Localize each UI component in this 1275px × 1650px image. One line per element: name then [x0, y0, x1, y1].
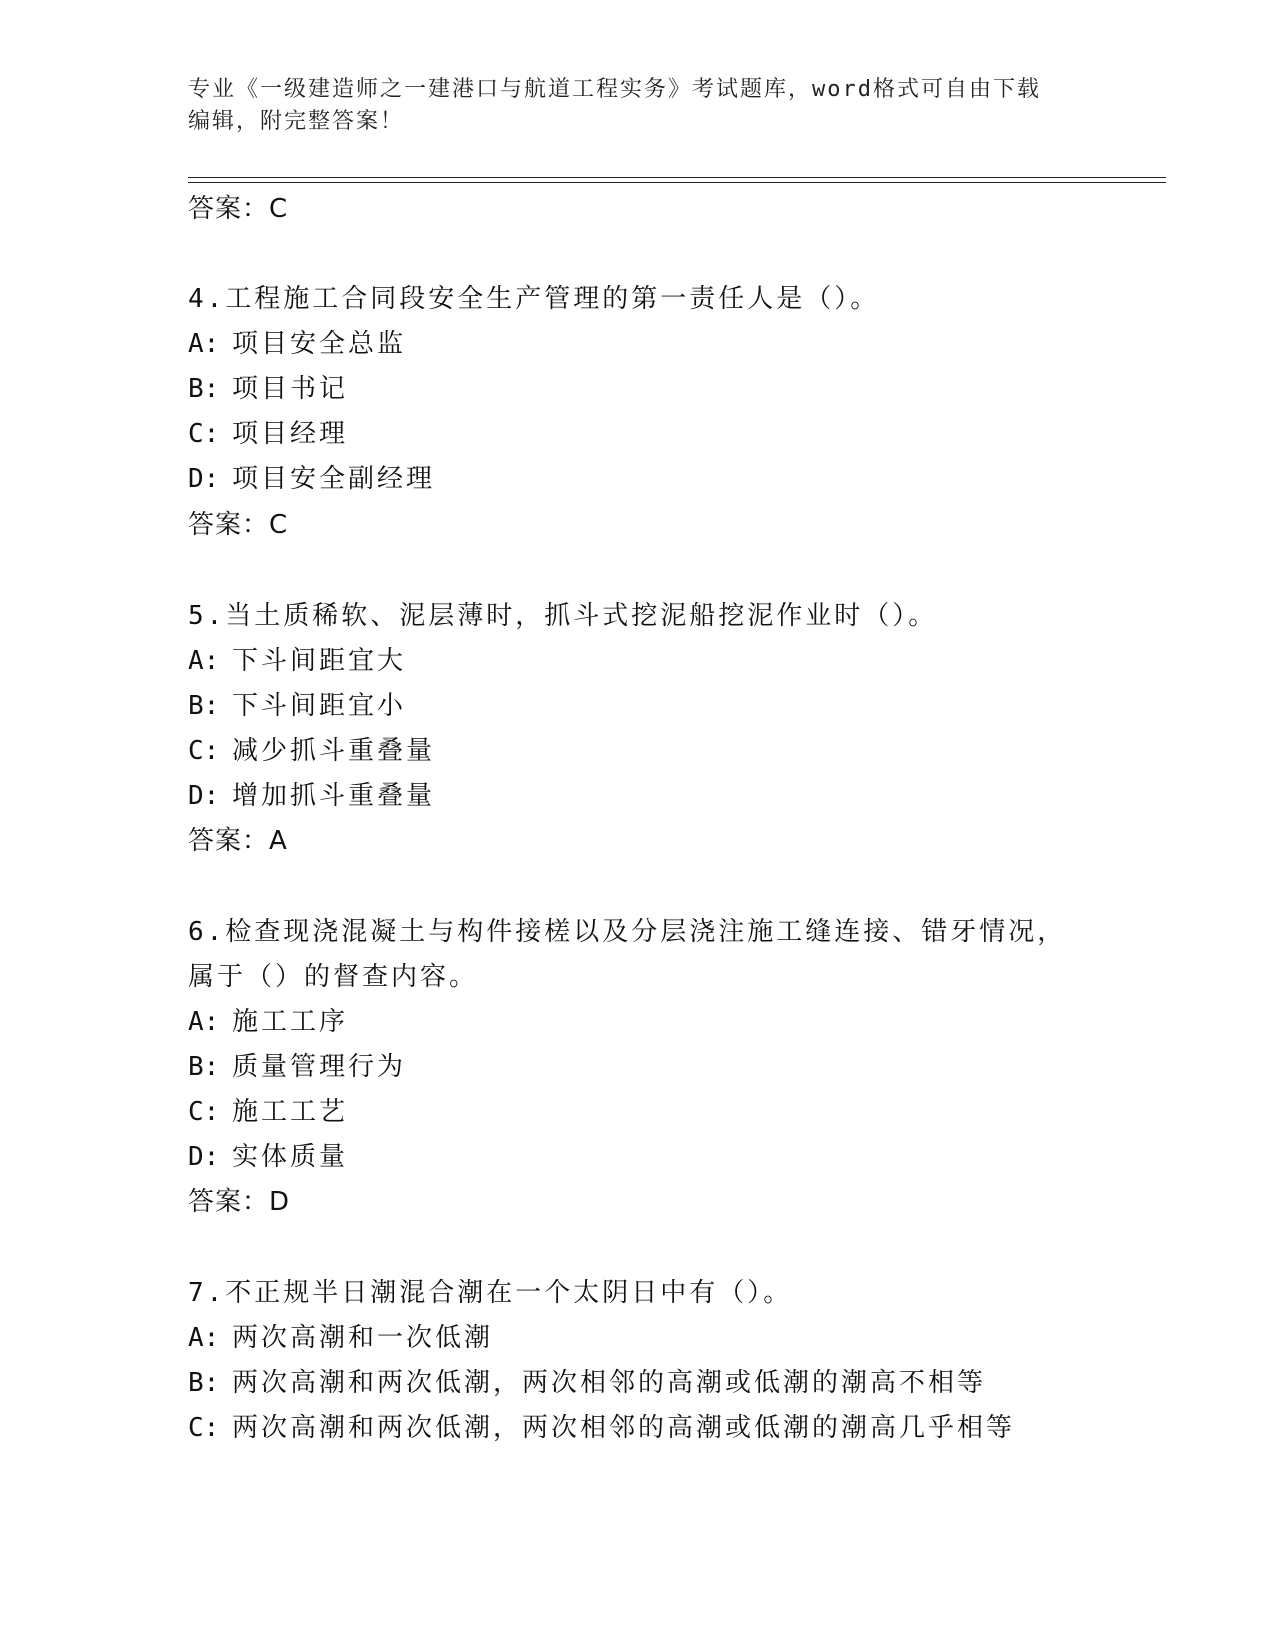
option-text: 下斗间距宜小: [232, 691, 407, 721]
option-text: 下斗间距宜大: [232, 646, 407, 676]
question-7-option-a: [188, 1322, 493, 1354]
question-5-option-b: [188, 690, 406, 722]
question-6-option-b: [188, 1051, 406, 1083]
option-text: 增加抓斗重叠量: [232, 781, 436, 811]
option-letter: D:: [188, 781, 220, 811]
option-letter: C:: [188, 1097, 220, 1127]
question-7-stem: 7.不正规半日潮混合潮在一个太阴日中有（）。: [188, 1278, 793, 1308]
option-letter: B:: [188, 1368, 220, 1398]
header-rule-bottom: [188, 182, 1166, 183]
question-6-stem-continued: 属于（）的督查内容。: [188, 962, 479, 992]
option-letter: B:: [188, 374, 220, 404]
question-5-answer: 答案：A: [188, 826, 288, 856]
option-letter: D:: [188, 464, 220, 494]
option-text: 项目安全副经理: [232, 464, 436, 494]
question-5-option-a: [188, 645, 406, 677]
question-4-stem: 4.工程施工合同段安全生产管理的第一责任人是（）。: [188, 284, 880, 314]
option-text: 质量管理行为: [232, 1052, 407, 1082]
question-5-option-d: [188, 780, 435, 812]
option-text: 两次高潮和两次低潮，两次相邻的高潮或低潮的潮高几乎相等: [232, 1413, 1016, 1443]
header-line-2: 编辑，附完整答案！: [188, 109, 405, 134]
option-text: 项目书记: [232, 374, 349, 404]
option-text: 减少抓斗重叠量: [232, 736, 436, 766]
option-letter: D:: [188, 1142, 220, 1172]
option-letter: C:: [188, 1413, 220, 1443]
option-letter: A:: [188, 646, 220, 676]
question-6-stem: 6.检查现浇混凝土与构件接槎以及分层浇注施工缝连接、错牙情况，: [188, 917, 1067, 947]
question-5-stem: 5.当土质稀软、泥层薄时，抓斗式挖泥船挖泥作业时（）。: [188, 601, 938, 631]
option-letter: A:: [188, 1007, 220, 1037]
question-6-option-a: [188, 1006, 348, 1038]
option-text: 项目经理: [232, 419, 349, 449]
option-text: 两次高潮和两次低潮，两次相邻的高潮或低潮的潮高不相等: [232, 1368, 987, 1398]
question-7-option-c: [188, 1412, 1015, 1444]
header-line-1: 专业《一级建造师之一建港口与航道工程实务》考试题库，word格式可自由下载: [188, 77, 1041, 102]
option-letter: B:: [188, 691, 220, 721]
option-text: 施工工艺: [232, 1097, 349, 1127]
previous-answer: 答案：C: [188, 194, 289, 224]
option-letter: A:: [188, 329, 220, 359]
question-6-option-d: [188, 1141, 348, 1173]
question-4-answer: 答案：C: [188, 510, 289, 540]
option-text: 实体质量: [232, 1142, 349, 1172]
option-text: 施工工序: [232, 1007, 349, 1037]
option-letter: A:: [188, 1323, 220, 1353]
question-7-option-b: [188, 1367, 986, 1399]
option-letter: C:: [188, 419, 220, 449]
option-text: 两次高潮和一次低潮: [232, 1323, 494, 1353]
question-4-option-b: [188, 373, 348, 405]
question-6-answer: 答案：D: [188, 1187, 291, 1217]
option-letter: C:: [188, 736, 220, 766]
question-4-option-d: [188, 463, 435, 495]
option-letter: B:: [188, 1052, 220, 1082]
header-rule-top: [188, 177, 1166, 178]
question-5-option-c: [188, 735, 435, 767]
question-6-option-c: [188, 1096, 348, 1128]
question-4-option-a: [188, 328, 406, 360]
question-4-option-c: [188, 418, 348, 450]
document-header: [188, 74, 1088, 138]
option-text: 项目安全总监: [232, 329, 407, 359]
